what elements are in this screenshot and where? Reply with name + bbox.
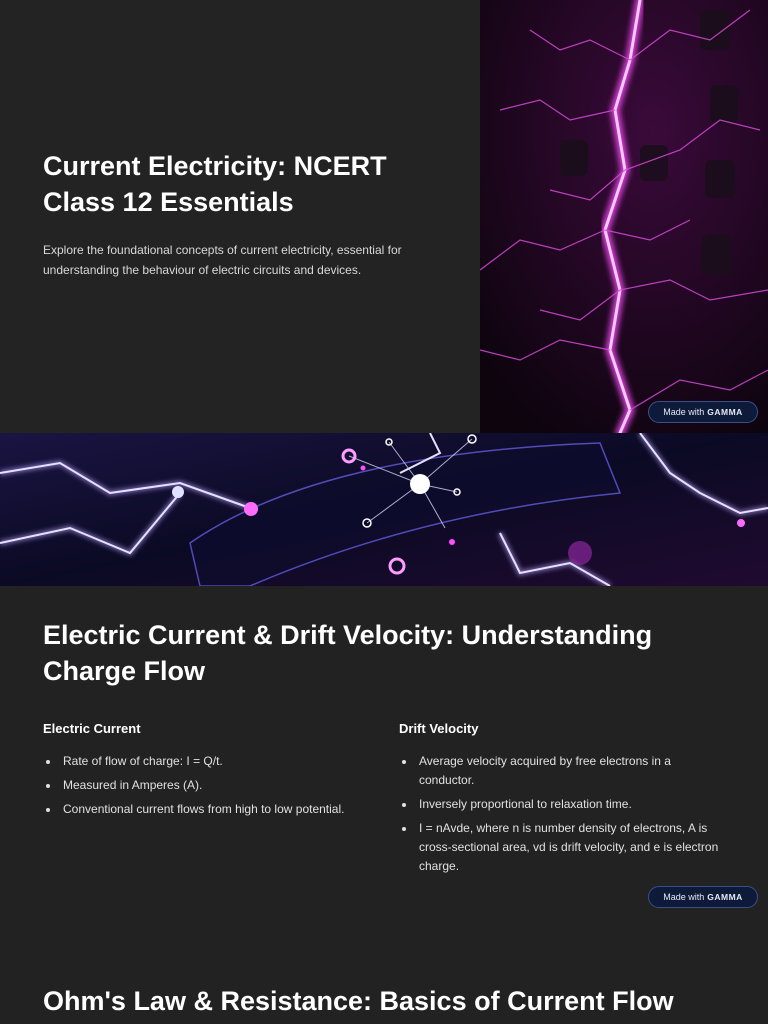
column-heading: Drift Velocity <box>399 721 479 736</box>
section-title-drift: Electric Current & Drift Velocity: Understanding Charge Flow <box>43 620 653 686</box>
made-with-gamma-badge[interactable] <box>648 401 758 423</box>
list-item: Rate of flow of charge: I = Q/t. <box>43 752 373 771</box>
slide-subtitle: Explore the foundational concepts of current electricity, essential for understanding the behaviour of electric circuits and devices. <box>43 243 402 277</box>
gamma-logo: GAMMA <box>707 407 743 417</box>
slide-title: Current Electricity: NCERT Class 12 Essentials <box>43 151 387 217</box>
list-item: I = nAvde, where n is number density of electrons, A is cross-sectional area, vd is drift velocity, and e is electron charge. <box>399 819 719 876</box>
electric-current-column <box>43 720 373 824</box>
column-heading: Electric Current <box>43 721 141 736</box>
electron-network-image <box>0 433 768 586</box>
gamma-logo: GAMMA <box>707 892 743 902</box>
made-with-gamma-badge[interactable] <box>648 886 758 908</box>
bullet-list <box>399 752 719 876</box>
list-item: Measured in Amperes (A). <box>43 776 373 795</box>
drift-velocity-column <box>399 720 719 881</box>
bullet-list <box>43 752 373 819</box>
list-item: Conventional current flows from high to low potential. <box>43 800 373 819</box>
badge-prefix: Made with <box>663 407 705 417</box>
section-title-ohms-law: Ohm's Law & Resistance: Basics of Current Flow <box>43 986 674 1016</box>
badge-prefix: Made with <box>663 892 705 902</box>
title-slide <box>0 0 768 433</box>
lightning-image <box>480 0 768 433</box>
list-item: Inversely proportional to relaxation time. <box>399 795 719 814</box>
list-item: Average velocity acquired by free electrons in a conductor. <box>399 752 719 790</box>
